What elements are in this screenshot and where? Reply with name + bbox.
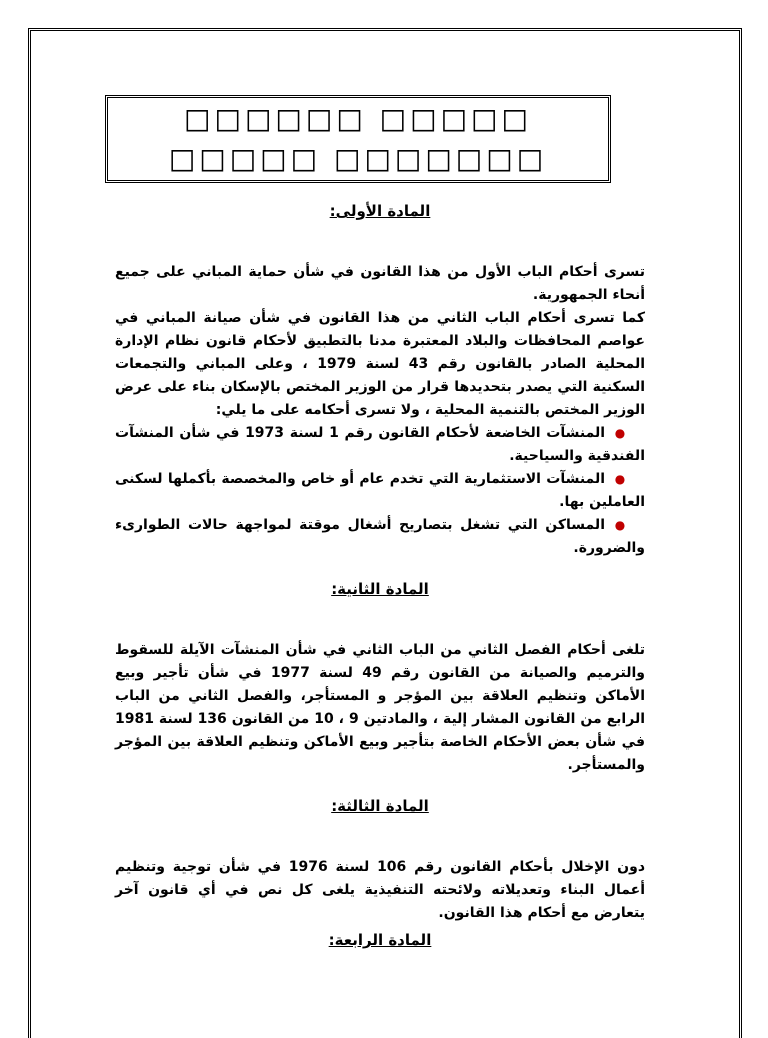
article-3-heading: المادة الثالثة: xyxy=(331,797,429,815)
list-item: ●المنشآت الاستثمارية التي تخدم عام أو خاص والمخصصة بأكملها لسكنى العاملين بها. xyxy=(115,468,645,514)
bullet-icon: ● xyxy=(614,426,626,440)
article-1-paragraph-2: كما تسرى أحكام الباب الثاني من هذا القانون في شأن صيانة المباني في عواصم المحافظات والبلاد المعتبرة مدنا بالتطبيق لأحكام قانون نظام الإدارة المحلية الصادر بالقانون رقم 43 لسنة 1979 ، وعلى المباني والتجمعات السكنية التي يصدر بتحديدها قرار من الوزير المختص بالإسكان بناء على عرض الوزير المختص بالتنمية المحلية ، ولا تسرى أحكامه على ما يلي: xyxy=(115,310,646,418)
article-1-exceptions-list xyxy=(115,422,645,560)
list-item: ●المنشآت الخاضعة لأحكام القانون رقم 1 لسنة 1973 في شأن المنشآت الفندقية والسياحية. xyxy=(115,422,645,468)
document-title: □□□□□□ □□□□□ □□□□□ □□□□□□□ xyxy=(168,102,548,175)
document-body xyxy=(115,200,645,970)
bullet-icon: ● xyxy=(614,518,626,532)
article-4-heading: المادة الرابعة: xyxy=(328,931,432,949)
article-2-heading: المادة الثانية: xyxy=(331,580,429,598)
article-1-paragraph-1: تسرى أحكام الباب الأول من هذا القانون في شأن حماية المباني على جميع أنحاء الجمهورية. xyxy=(115,264,645,303)
bullet-icon: ● xyxy=(614,472,626,486)
article-1-heading: المادة الأولى: xyxy=(329,202,431,220)
article-2-paragraph-1: تلغى أحكام الفصل الثاني من الباب الثاني في شأن المنشآت الآيلة للسقوط والترميم والصيانة من القانون رقم 49 لسنة 1977 في شأن تأجير وبيع الأماكن وتنظيم العلاقة بين المؤجر و المستأجر، والفصل الثاني من الباب الرابع من القانون المشار إلية ، والمادتين 9 ، 10 من القانون 136 لسنة 1981 في شأن بعض الأحكام الخاصة بتأجير وبيع الأماكن وتنظيم العلاقة بين المؤجر والمستأجر. xyxy=(115,642,645,773)
article-3-paragraph-1: دون الإخلال بأحكام القانون رقم 106 لسنة 1976 في شأن توجية وتنظيم أعمال البناء وتعديلاته ولائحته التنفيذية يلغى كل نص في أي قانون آخر يتعارض مع أحكام هذا القانون. xyxy=(115,859,646,921)
title-box xyxy=(105,95,611,183)
list-item: ●المساكن التي تشغل بتصاريح أشغال موقتة لمواجهة حالات الطوارىء والضرورة. xyxy=(115,514,645,560)
